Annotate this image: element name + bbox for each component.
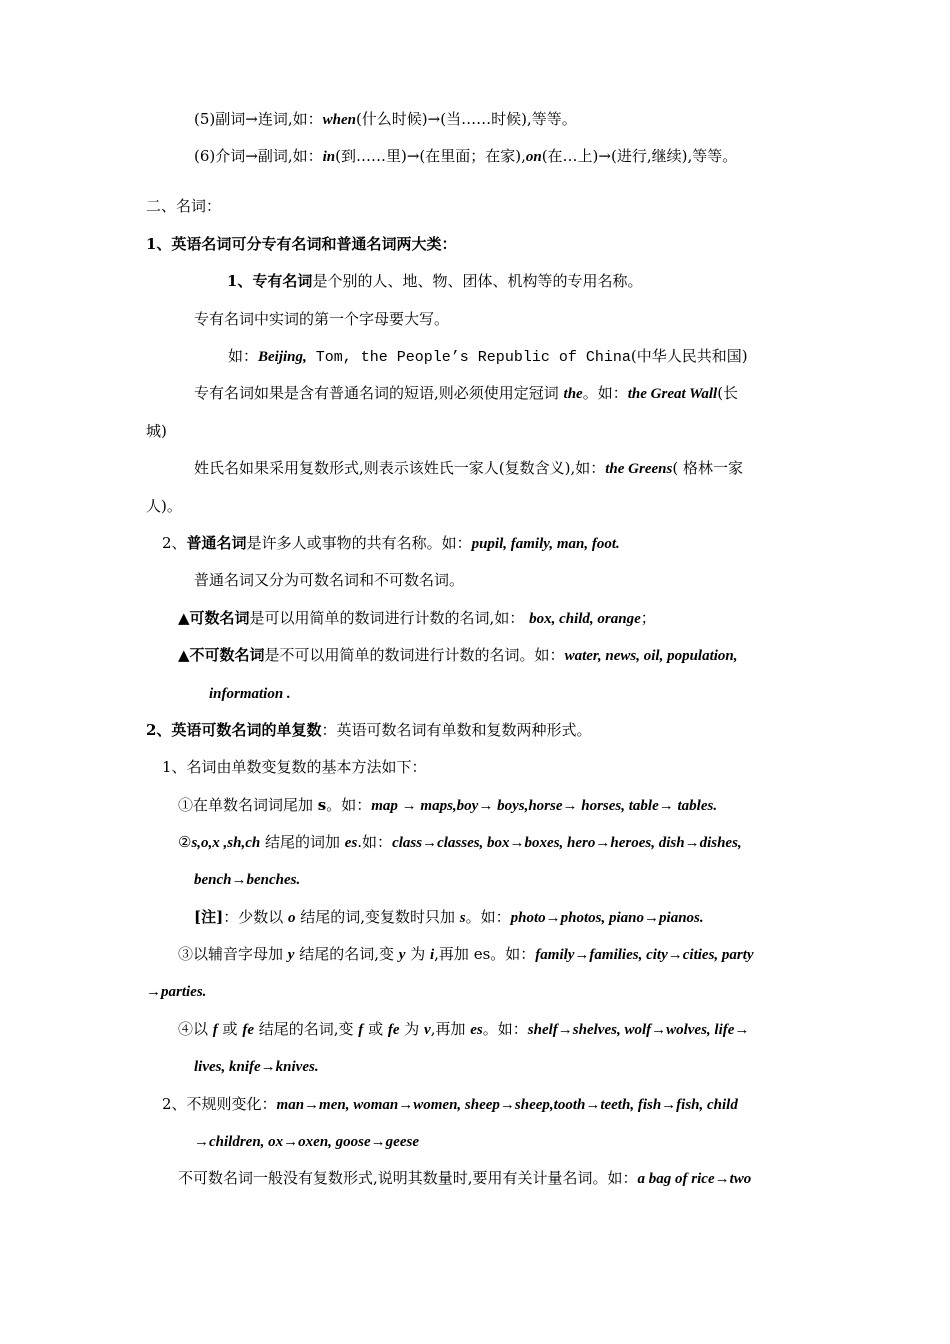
text-line: 普通名词又分为可数名词和不可数名词。 — [194, 571, 465, 589]
text-line: 1、名词由单数变复数的基本方法如下： — [162, 758, 427, 776]
text-line: ④以 f 或 fe 结尾的名词,变 f 或 fe 为 v,再加 es。如：shelf→shelves, wolf→wolves, life→ — [178, 1020, 750, 1038]
text-line: →parties. — [146, 984, 207, 1000]
text-line: bench→benches. — [194, 872, 301, 888]
text-line: (5)副词→连词,如：when(什么时候)→(当……时候),等等。 — [194, 110, 577, 128]
text-line: [注]：少数以 o 结尾的词,变复数时只加 s。如：photo→photos, piano→pianos. — [194, 908, 704, 926]
text-line: ②s,o,x ,sh,ch 结尾的词加 es.如：class→classes, box→boxes, hero→heroes, dish→dishes, — [178, 833, 742, 851]
section-heading: 二、名词： — [146, 197, 222, 215]
text-line: ①在单数名词词尾加 s。如：map → maps,boy→ boys,horse→ horses, table→ tables. — [178, 796, 718, 814]
text-line: 专有名词如果是含有普通名词的短语,则必须使用定冠词 the。如：the Great Wall(长 — [194, 384, 739, 402]
text-line: 姓氏名如果采用复数形式,则表示该姓氏一家人(复数含义),如：the Greens( 格林一家 — [194, 459, 743, 477]
text-line: 专有名词中实词的第一个字母要大写。 — [194, 310, 450, 328]
text-line: lives, knife→knives. — [194, 1059, 319, 1075]
text-line: ③以辅音字母加 y 结尾的名词,变 y 为 i,再加 es。如：family→families, city→cities, party — [178, 945, 754, 963]
text-line: ▲可数名词是可以用简单的数词进行计数的名词,如： box, child, orange； — [178, 609, 656, 627]
text-line: 城) — [146, 422, 167, 440]
text-line: (6)介词→副词,如：in(到……里)→(在里面；在家),on(在…上)→(进行,继续),等等。 — [194, 147, 738, 165]
text-line: 如：Beijing, Tom, the People’s Republic of China(中华人民共和国) — [228, 347, 748, 366]
text-line: 1、专有名词是个别的人、地、物、团体、机构等的专用名称。 — [227, 272, 643, 290]
text-line: 2、普通名词是许多人或事物的共有名称。如：pupil, family, man, foot. — [162, 534, 620, 552]
subsection-heading: 2、英语可数名词的单复数：英语可数名词有单数和复数两种形式。 — [146, 721, 592, 739]
text-line: 不可数名词一般没有复数形式,说明其数量时,要用有关计量名词。如：a bag of rice→two — [178, 1169, 752, 1187]
text-line: information . — [209, 686, 291, 702]
text-line: 2、不规则变化：man→men, woman→women, sheep→sheep,tooth→teeth, fish→fish, child — [162, 1095, 738, 1113]
text-line: 人)。 — [146, 497, 182, 515]
text-line: →children, ox→oxen, goose→geese — [194, 1134, 419, 1150]
text-line: ▲不可数名词是不可以用简单的数词进行计数的名词。如：water, news, oil, population, — [178, 646, 738, 664]
subsection-heading: 1、英语名词可分专有名词和普通名词两大类： — [146, 235, 457, 253]
